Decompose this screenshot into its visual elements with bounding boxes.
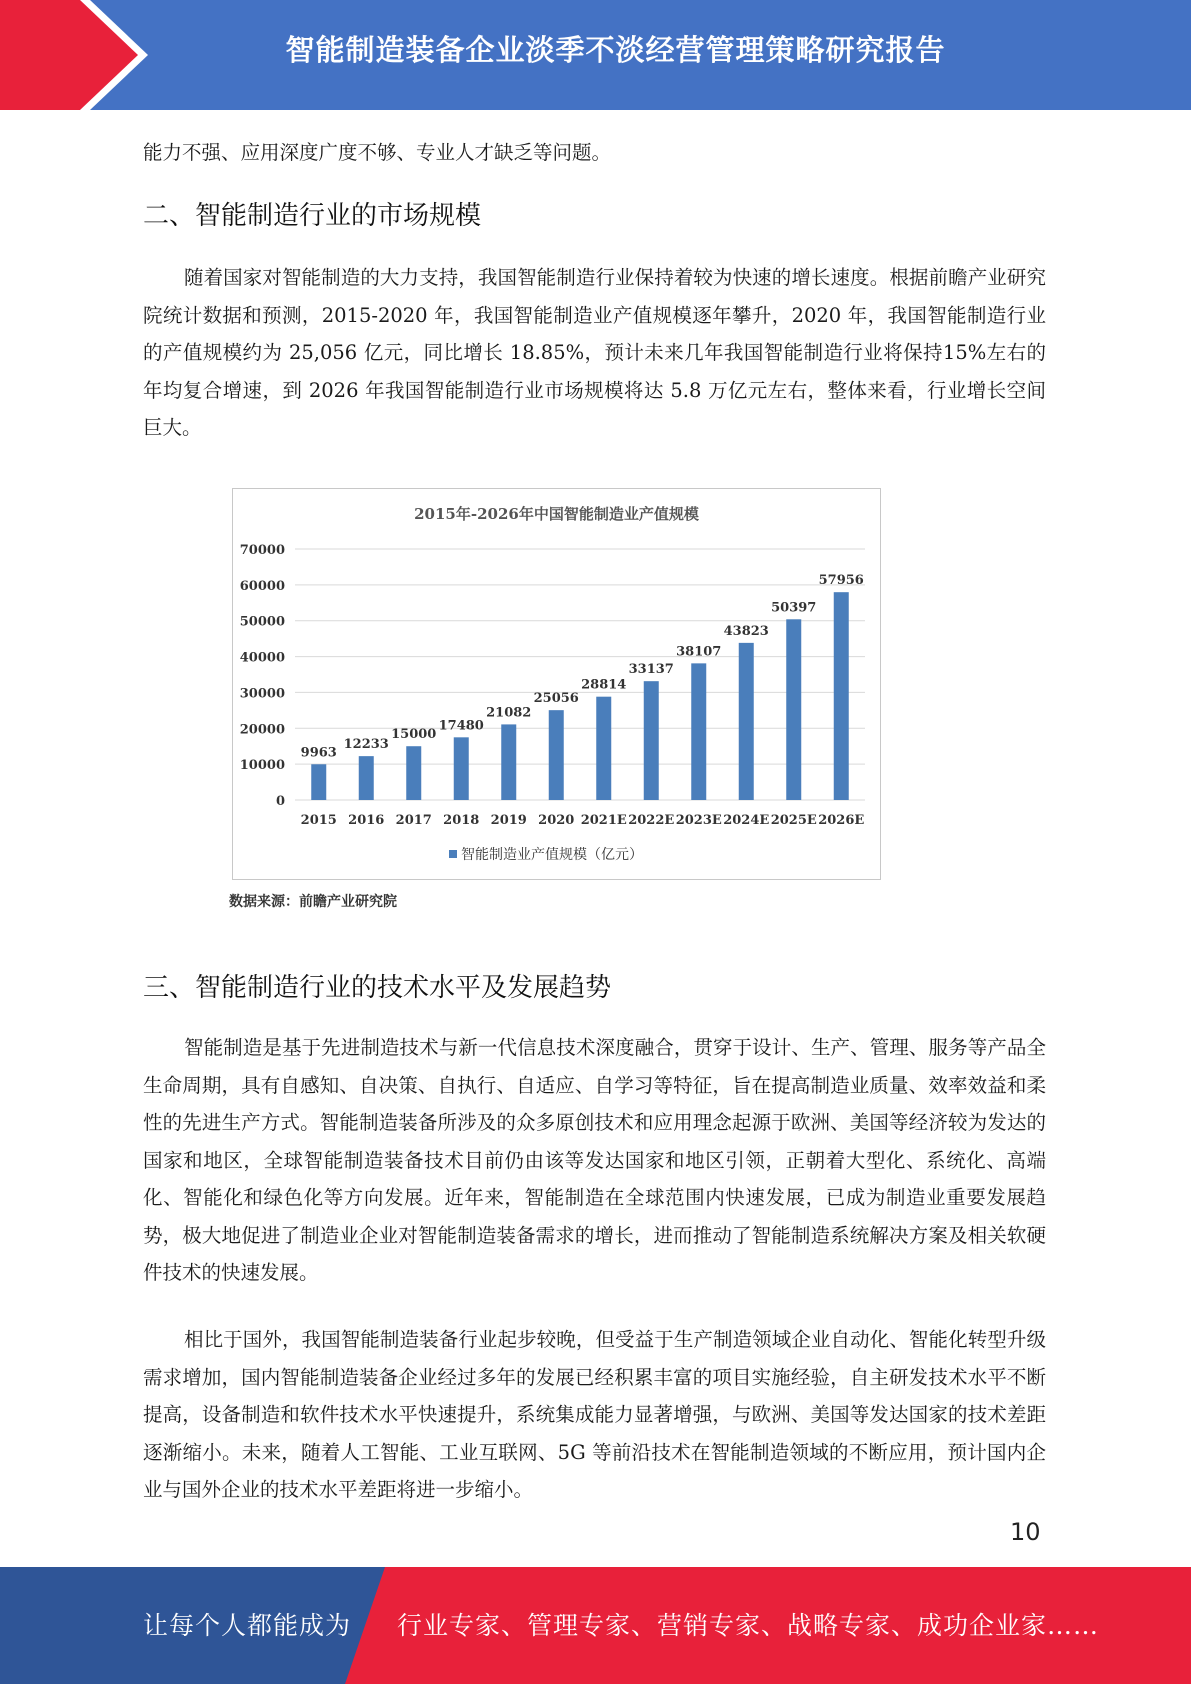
y-tick-label: 70000 xyxy=(239,543,285,558)
paragraph-tech-2: 相比于国外，我国智能制造装备行业起步较晚，但受益于生产制造领域企业自动化、智能化转型升级需求增加，国内智能制造装备企业经过多年的发展已经积累丰富的项目实施经验，自主研发技术水平不断提高，设备制造和软件技术水平快速提升，系统集成能力显著增强，与欧洲、美国等发达国家的技术差距逐渐缩小。未来，随着人工智能、工业互联网、5G 等前沿技术在智能制造领域的不断应用，预计国内企业与国外企业的技术水平差距将进一步缩小。 xyxy=(143,1328,1046,1501)
legend-swatch xyxy=(449,850,457,858)
header-title: 智能制造装备企业淡季不淡经营管理策略研究报告 xyxy=(285,33,946,67)
page-number: 10 xyxy=(1010,1518,1041,1546)
data-label: 21082 xyxy=(486,705,532,721)
bar xyxy=(834,592,849,800)
data-label: 28814 xyxy=(581,677,627,693)
x-tick-label: 2021E xyxy=(580,813,627,828)
paragraph-market-size: 随着国家对智能制造的大力支持，我国智能制造行业保持着较为快速的增长速度。根据前瞻产业研究院统计数据和预测，2015-2020 年，我国智能制造业产值规模逐年攀升，2020 年，我国智能制造行业的产值规模约为 25,056 亿元，同比增长 18.85%，预计未来几年我国智能制造行业将保持15%左右的年均复合增速，到 2026 年我国智能制造行业市场规模将达 5.8 万亿元左右，整体来看，行业增长空间巨大。 xyxy=(143,266,1046,439)
x-tick-label: 2026E xyxy=(818,813,865,828)
data-label: 12233 xyxy=(343,737,389,753)
data-label: 33137 xyxy=(628,662,674,678)
y-tick-label: 20000 xyxy=(239,722,285,738)
x-tick-label: 2016 xyxy=(348,813,385,828)
x-tick-label: 2015 xyxy=(300,813,337,828)
footer-slogan-left: 让每个人都能成为 xyxy=(143,1611,352,1640)
x-tick-label: 2020 xyxy=(538,813,575,828)
chart-title: 2015年-2026年中国智能制造业产值规模 xyxy=(414,505,699,523)
bar xyxy=(786,619,801,800)
y-tick-label: 40000 xyxy=(239,650,285,666)
page-header xyxy=(0,0,1191,110)
bar xyxy=(311,764,326,800)
bar xyxy=(406,746,421,800)
bar xyxy=(359,756,374,800)
bar xyxy=(549,710,564,800)
data-label: 43823 xyxy=(723,623,769,639)
footer-slogan-right: 行业专家、管理专家、营销专家、战略专家、成功企业家…… xyxy=(397,1611,1100,1640)
data-label: 50397 xyxy=(771,600,817,616)
y-tick-label: 10000 xyxy=(239,758,285,774)
data-label: 17480 xyxy=(438,718,484,734)
x-tick-label: 2019 xyxy=(490,813,527,828)
bar-chart xyxy=(232,488,881,880)
bar xyxy=(454,737,469,800)
section-heading-tech-trends: 三、智能制造行业的技术水平及发展趋势 xyxy=(143,973,612,1003)
data-label: 9963 xyxy=(300,745,337,761)
data-label: 38107 xyxy=(676,644,722,660)
y-tick-label: 60000 xyxy=(239,578,285,594)
bar xyxy=(596,697,611,800)
section-heading-market-size: 二、智能制造行业的市场规模 xyxy=(143,201,482,231)
chart-source: 数据来源：前瞻产业研究院 xyxy=(229,894,397,910)
chart-canvas xyxy=(233,489,880,879)
x-tick-label: 2024E xyxy=(723,813,770,828)
x-tick-label: 2018 xyxy=(443,813,480,828)
data-label: 57956 xyxy=(818,573,864,589)
data-label: 25056 xyxy=(533,691,579,707)
bar xyxy=(739,643,754,800)
bar xyxy=(644,681,659,800)
y-tick-label: 50000 xyxy=(239,614,285,630)
bar xyxy=(691,663,706,800)
x-tick-label: 2025E xyxy=(770,813,817,828)
legend-label: 智能制造业产值规模（亿元） xyxy=(461,847,643,863)
x-tick-label: 2017 xyxy=(395,813,432,828)
data-label: 15000 xyxy=(391,727,437,743)
paragraph-tech-1: 智能制造是基于先进制造技术与新一代信息技术深度融合，贯穿于设计、生产、管理、服务等产品全生命周期，具有自感知、自决策、自执行、自适应、自学习等特征，旨在提高制造业质量、效率效益和柔性的先进生产方式。智能制造装备所涉及的众多原创技术和应用理念起源于欧洲、美国等经济较为发达的国家和地区，全球智能制造装备技术目前仍由该等发达国家和地区引领，正朝着大型化、系统化、高端化、智能化和绿色化等方向发展。近年来，智能制造在全球范围内快速发展，已成为制造业重要发展趋势，极大地促进了制造业企业对智能制造装备需求的增长，进而推动了智能制造系统解决方案及相关软硬件技术的快速发展。 xyxy=(143,1036,1046,1284)
y-tick-label: 30000 xyxy=(239,686,285,702)
x-tick-label: 2022E xyxy=(628,813,675,828)
paragraph-intro: 能力不强、应用深度广度不够、专业人才缺乏等问题。 xyxy=(143,141,612,164)
bar xyxy=(501,724,516,800)
x-tick-label: 2023E xyxy=(675,813,722,828)
page-footer xyxy=(0,1567,1191,1684)
y-tick-label: 0 xyxy=(275,794,285,809)
